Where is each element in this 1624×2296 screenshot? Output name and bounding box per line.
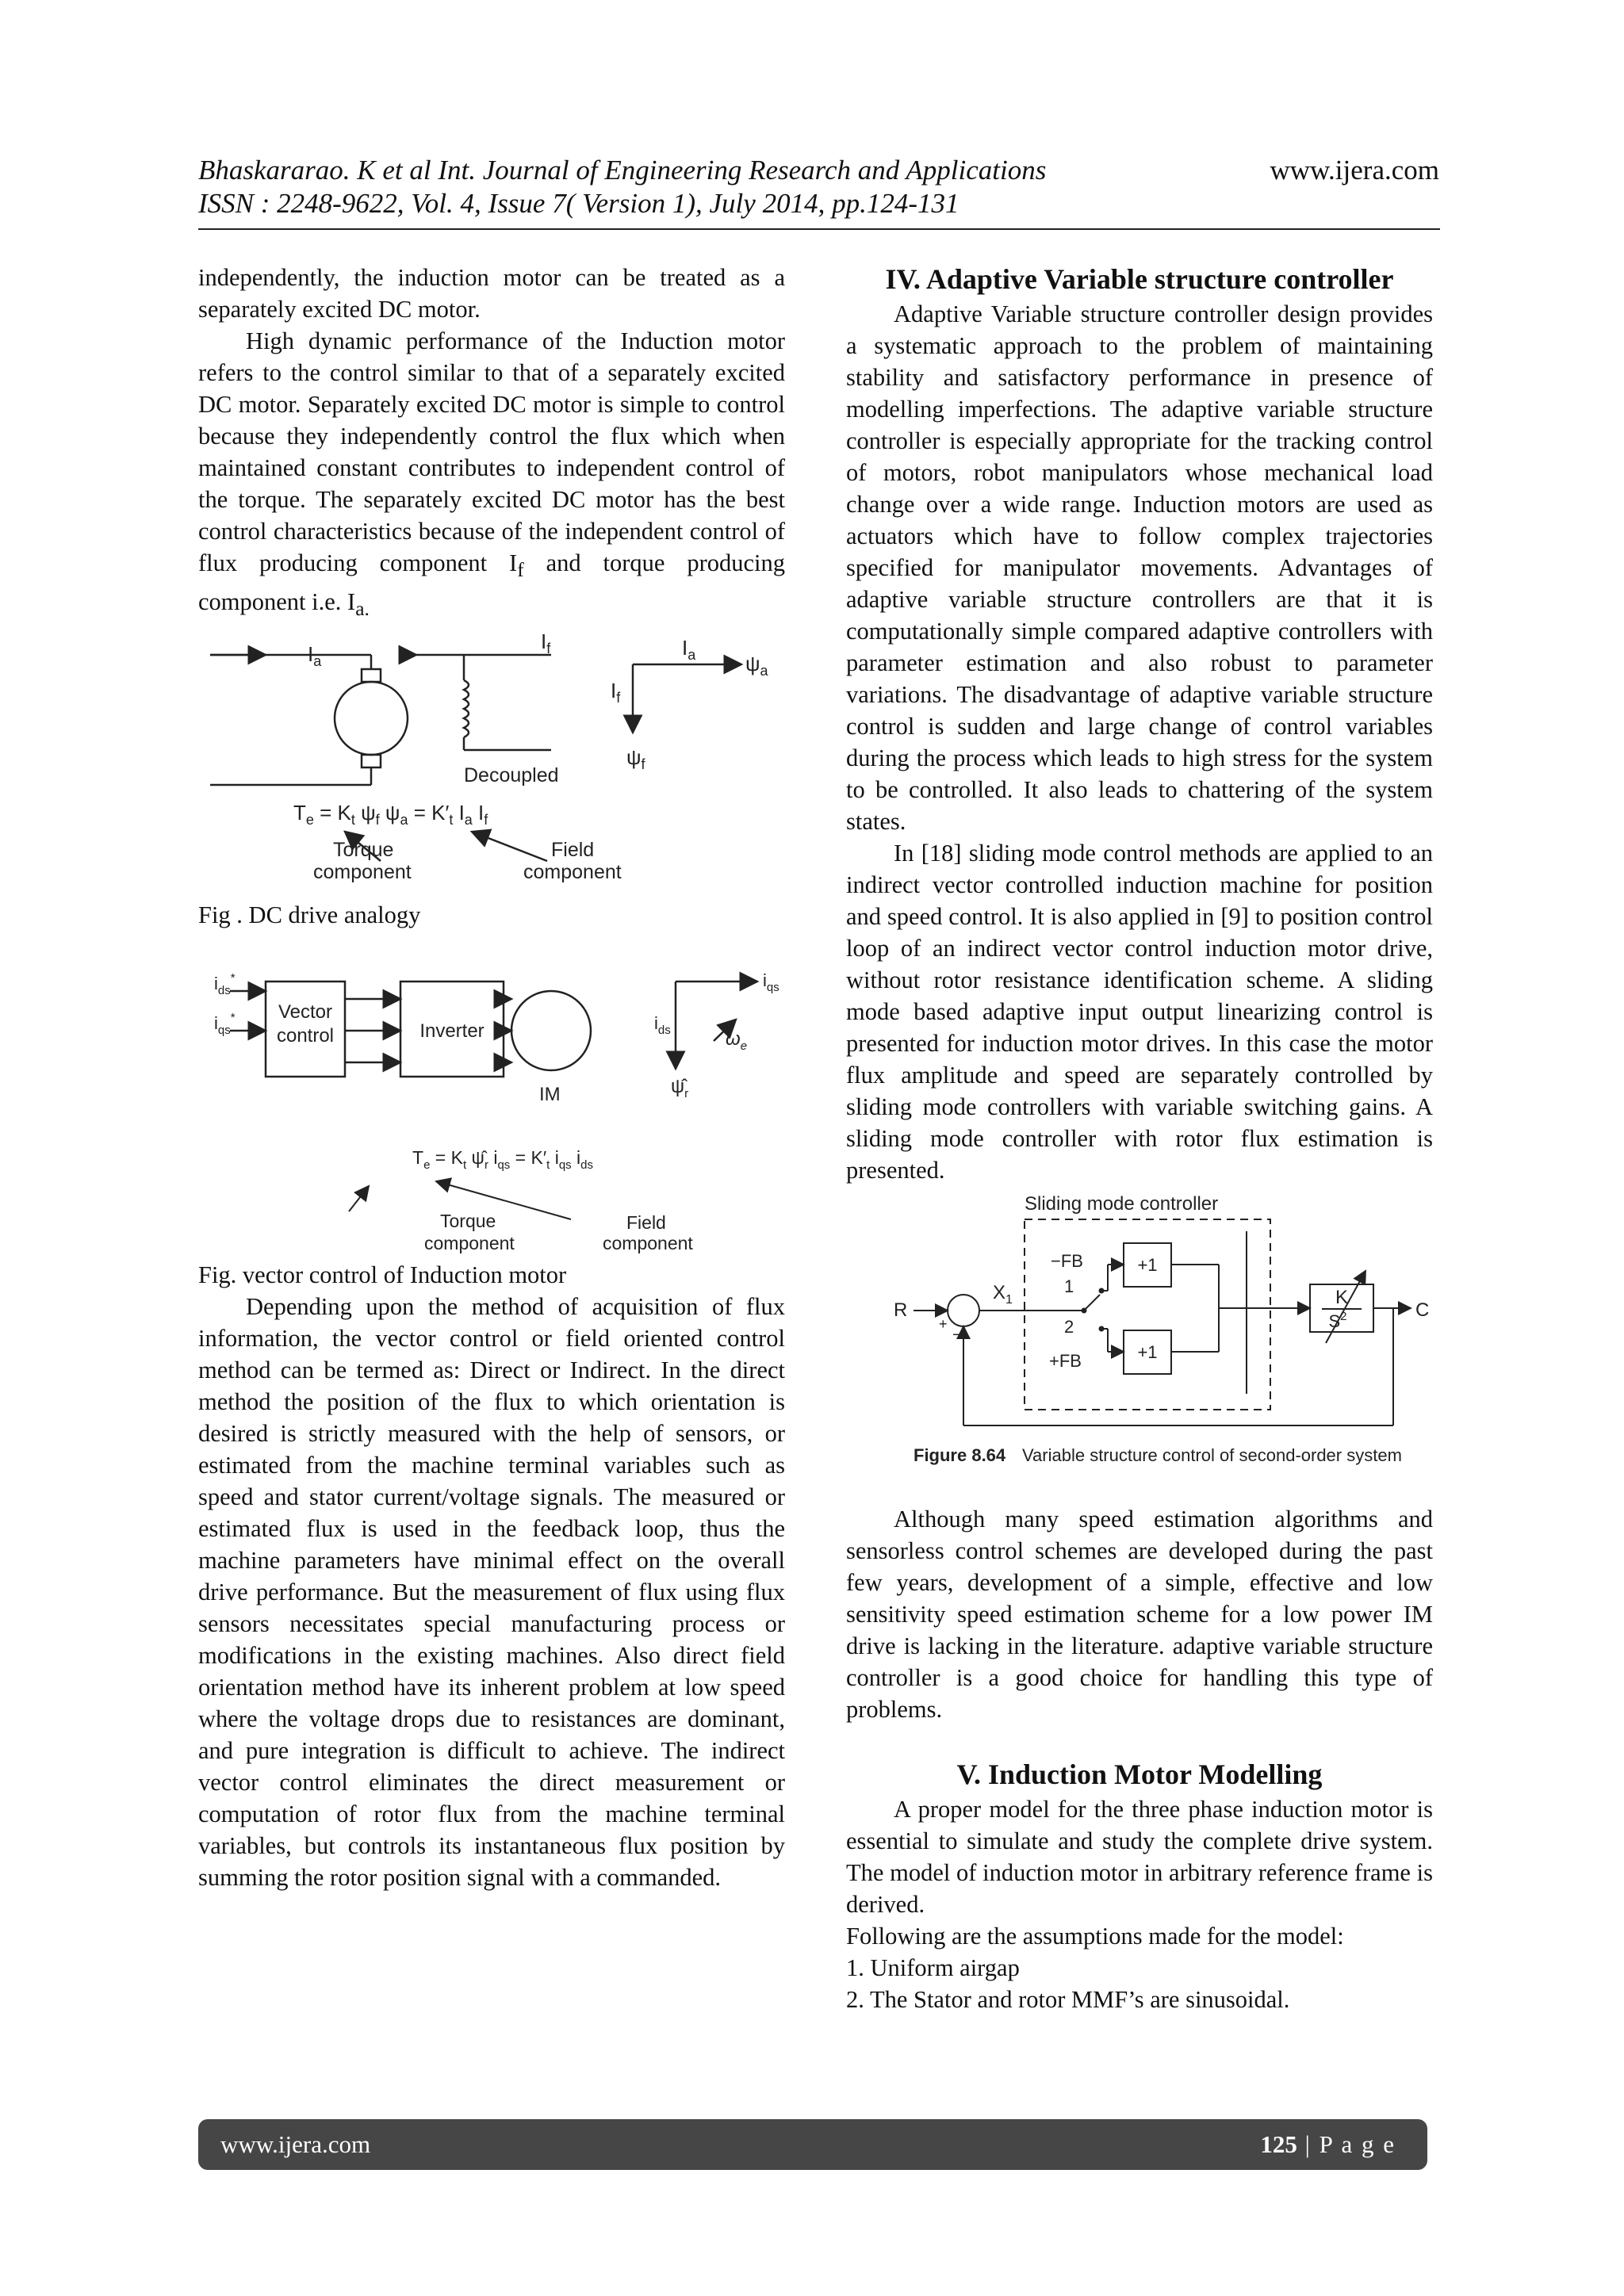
section-heading-iv: IV. Adaptive Variable structure controller bbox=[885, 263, 1394, 295]
paragraph: independently, the induction motor can be treated as a separately excited DC motor. bbox=[198, 264, 785, 323]
label-iqs: $i_{qs}$ bbox=[763, 970, 779, 995]
label-field-component: component bbox=[603, 1233, 693, 1254]
label-torque: Torque bbox=[333, 839, 394, 862]
list-item: 2. The Stator and rotor MMF’s are sinusoidal. bbox=[846, 1986, 1290, 2013]
paragraph: Adaptive Variable structure controller design provides a systematic approach to the problem of maintaining stability and satisfactory performance in presence of modelling imperfections. The adaptive variable structure controller is especially appropriate for the tracking control of motors, robot manipulators whose mechanical load change over a wide range. Induction motors are used as actuators which have to follow complex trajectories specified for manipulator movements. Advantages of adaptive variable structure controllers are that it is computationally simple compared adaptive controllers with parameter estimation and also robust to parameter variations. The disadvantage of adaptive variable structure control is sudden and large change of control variables during the process which leads to high stress for the system to be controlled. It also leads to chattering of the system states. bbox=[846, 300, 1433, 835]
torque-equation: $T_e = K_t$ $\psi_f$ $\psi_a = K'_t$ $I_a$ $I_f$ bbox=[293, 801, 488, 828]
label-if: $I_f$ bbox=[541, 631, 551, 657]
gain-bottom: +1 bbox=[1137, 1342, 1158, 1362]
right-column bbox=[846, 262, 1433, 2015]
journal-citation: Bhaskararao. K et al Int. Journal of Engineering Research and Applications bbox=[198, 155, 1047, 186]
label-psi-a: $\psi_a$ bbox=[745, 652, 768, 679]
label-torque-component: component bbox=[313, 861, 412, 884]
paragraph: Following are the assumptions made for the model: bbox=[846, 1923, 1344, 1950]
label-psi-f: $\psi_f$ bbox=[626, 745, 645, 773]
label-ia: $I_a$ bbox=[308, 642, 322, 670]
sliding-mode-figure bbox=[846, 1188, 1433, 1473]
label-switch-2: 2 bbox=[1064, 1317, 1074, 1337]
plant-k: K bbox=[1335, 1287, 1349, 1308]
label-torque-component: component bbox=[424, 1233, 515, 1254]
dc-drive-analogy-figure bbox=[198, 631, 785, 899]
page-footer bbox=[198, 2119, 1427, 2170]
label-neg-fb: −FB bbox=[1051, 1251, 1083, 1271]
figure-caption: Fig. vector control of Induction motor bbox=[198, 1261, 567, 1289]
running-header bbox=[198, 154, 1229, 220]
label-iqs-star: $i_{qs}^*$ bbox=[214, 1011, 236, 1038]
paragraph: Depending upon the method of acquisition of flux information, the vector control or field oriented control method can be termed as: Direct or Indirect. In the direct method the position of the flux to which orientation is desired is strictly measured with the help of sensors, or estimated from the machine terminal variables such as speed and stator current/voltage signals. The measured or estimated flux is used in the feedback loop, thus the machine parameters have minimal effect on the overall drive performance. But the measurement of flux using flux sensors necessitates special manufacturing process or modifications in the existing machines. Also direct field orientation method have its inherent problem at low speed where the voltage drops due to resistances are dominant, and pure integration is difficult to achieve. The indirect vector control eliminates the direct measurement or computation of rotor flux from the machine terminal variables, but controls its instantaneous flux position by summing the rotor position signal with a commanded. bbox=[198, 1293, 785, 1892]
figure-caption: Fig . DC drive analogy bbox=[198, 901, 421, 929]
label-ids: $i_{ds}$ bbox=[654, 1013, 671, 1038]
section-heading-v: V. Induction Motor Modelling bbox=[956, 1758, 1323, 1790]
vector-control-figure bbox=[198, 966, 785, 1259]
label-omega-e: $\omega_e$ bbox=[726, 1028, 748, 1054]
left-column bbox=[198, 262, 785, 1893]
block-inverter: Inverter bbox=[419, 1020, 485, 1043]
page-number: 125 | P a g e bbox=[1260, 2130, 1396, 2158]
label-psi-hat: $\psî_r$ bbox=[671, 1076, 689, 1101]
label-pos-fb: +FB bbox=[1049, 1351, 1082, 1371]
label-r: R bbox=[894, 1299, 908, 1321]
gain-top: +1 bbox=[1137, 1255, 1158, 1275]
label-switch-1: 1 bbox=[1064, 1276, 1074, 1296]
torque-equation: $T_e = K_t$ $\psî_r$ $i_{qs} = K'_t$ $i_{qs}$ $i_{ds}$ bbox=[412, 1147, 594, 1173]
paragraph: Although many speed estimation algorithms and sensorless control schemes are developed during the past few years, development of a simple, effective and low sensitivity speed estimation scheme for a low power IM drive is lacking in the literature. adaptive variable structure controller is a good choice for handling this type of problems. bbox=[846, 1506, 1433, 1723]
label-ids-star: $i_{ds}^*$ bbox=[214, 971, 236, 998]
block-vector-control: Vector control bbox=[276, 1001, 335, 1047]
figure-caption-label: Figure 8.64 bbox=[914, 1445, 1006, 1465]
paragraph: In [18] sliding mode control methods are applied to an indirect vector controlled induction machine for position and speed control. It is also applied in [9] to position control loop of an indirect vector control induction motor drive, without rotor resistance identification scheme. A sliding mode based adaptive input output linearizing control is presented for induction motor drives. In this case the motor flux amplitude and speed are separately controlled by sliding mode controllers with variable switching gains. A sliding mode controller with rotor flux estimation is presented. bbox=[846, 840, 1433, 1184]
label-minus: − bbox=[952, 1326, 962, 1344]
label-plus: + bbox=[939, 1316, 948, 1332]
label-if-axis: $I_f$ bbox=[611, 679, 621, 706]
label-decoupled: Decoupled bbox=[464, 764, 559, 787]
issn-line: ISSN : 2248-9622, Vol. 4, Issue 7( Version 1), July 2014, pp.124-131 bbox=[198, 188, 959, 219]
header-website: www.ijera.com bbox=[1270, 155, 1439, 186]
header-divider bbox=[198, 228, 1440, 230]
label-field-component: component bbox=[523, 861, 622, 884]
label-c: C bbox=[1415, 1299, 1430, 1321]
footer-website: www.ijera.com bbox=[220, 2130, 371, 2158]
label-im: IM bbox=[539, 1084, 561, 1106]
sliding-mode-title: Sliding mode controller bbox=[1025, 1193, 1219, 1215]
figure-caption-text: Variable structure control of second-order system bbox=[1022, 1445, 1402, 1465]
paragraph: A proper model for the three phase induction motor is essential to simulate and study the complete drive system. The model of induction motor in arbitrary reference frame is derived. bbox=[846, 1796, 1433, 1918]
paragraph: High dynamic performance of the Induction motor refers to the control similar to that of a separately excited DC motor. Separately excited DC motor is simple to control because they independently control the flux which when maintained constant contributes to independent control of the torque. The separately excited DC motor has the best control characteristics because of the independent control of flux producing component $I_f$ and torque producing component i.e. $I_{a.}$ bbox=[198, 327, 786, 621]
label-x1: $X_1$ bbox=[993, 1282, 1013, 1307]
label-ia-axis: $I_a$ bbox=[682, 636, 696, 664]
list-item: 1. Uniform airgap bbox=[846, 1954, 1020, 1981]
plant-s2: $S^2$ bbox=[1328, 1310, 1347, 1331]
label-field: Field bbox=[626, 1212, 666, 1234]
label-field: Field bbox=[551, 839, 595, 862]
label-torque: Torque bbox=[440, 1211, 496, 1232]
